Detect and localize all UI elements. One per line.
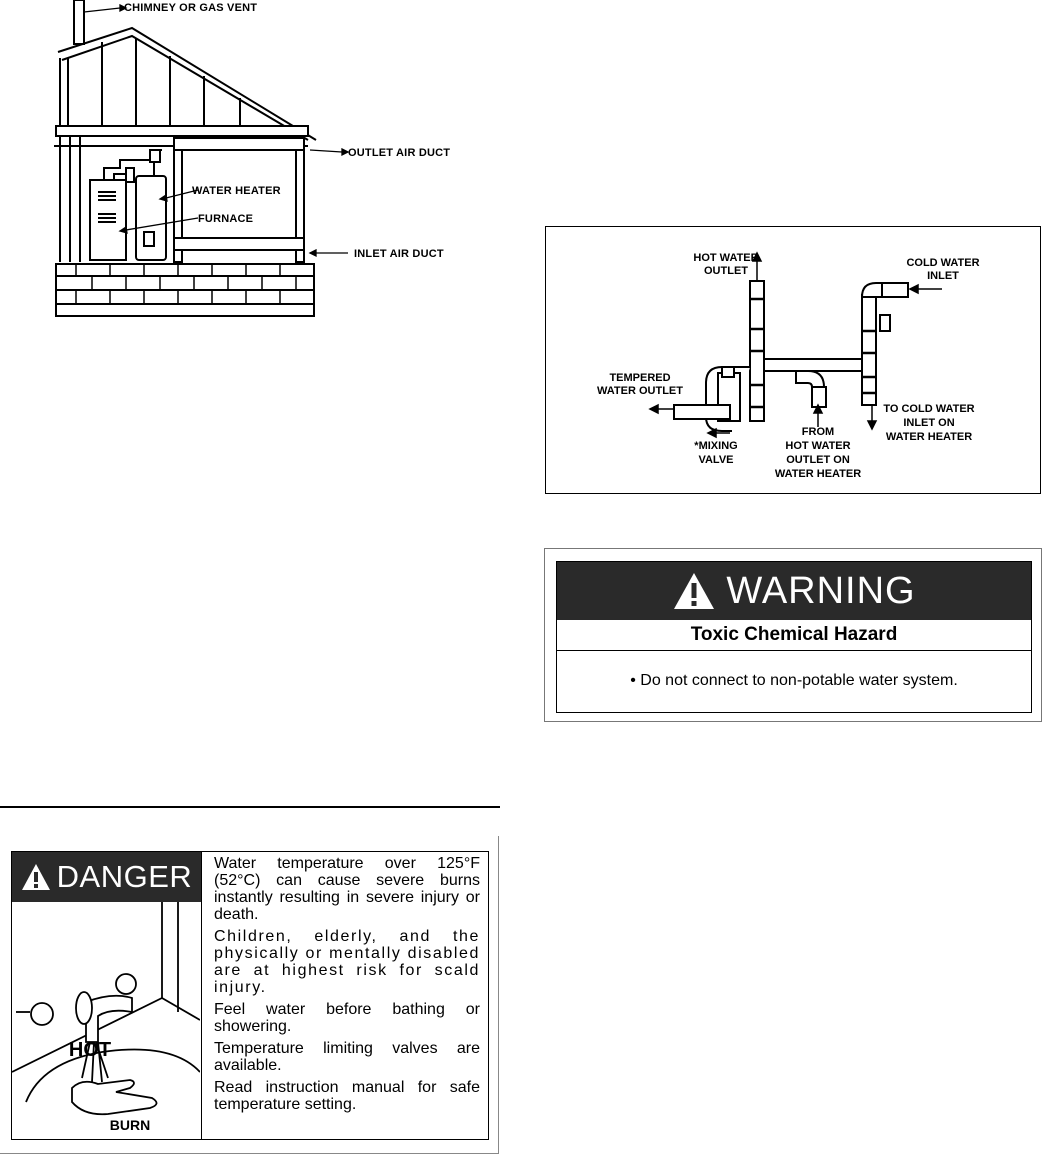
chimney-label: CHIMNEY OR GAS VENT: [124, 2, 258, 14]
danger-triangle-icon: [21, 863, 51, 891]
warning-title: WARNING: [726, 569, 916, 612]
to-cold-label-line3: WATER HEATER: [885, 431, 973, 443]
warning-triangle-icon: [672, 571, 716, 611]
piping-illustration: [546, 227, 1039, 492]
warning-body-text: • Do not connect to non-potable water system.: [630, 672, 958, 689]
inlet-duct-label: INLET AIR DUCT: [354, 248, 444, 260]
danger-paragraph-2: Children, elderly, and the physically or mentally disabled are at highest risk for scald injury.: [214, 928, 480, 996]
danger-safety-label: [0, 836, 499, 1154]
danger-label-frame: [11, 851, 489, 1140]
mixing-valve-piping-figure: [545, 226, 1041, 494]
danger-paragraph-3: Feel water before bathing or showering.: [214, 1001, 480, 1035]
house-installation-figure: [40, 0, 510, 325]
from-hot-label-line4: WATER HEATER: [774, 468, 862, 480]
cold-inlet-label-line1: COLD WATER: [906, 257, 980, 269]
water-heater-label: WATER HEATER: [192, 185, 281, 197]
danger-paragraph-5: Read instruction manual for safe temperature setting.: [214, 1079, 480, 1113]
warning-safety-label: [544, 548, 1042, 722]
section-divider: [0, 806, 500, 808]
hot-outlet-label-line2: OUTLET: [704, 265, 748, 277]
hot-outlet-label-line1: HOT WATER: [693, 252, 759, 264]
from-hot-label-line1: FROM: [801, 426, 835, 438]
tempered-label-line2: WATER OUTLET: [597, 385, 683, 397]
tempered-label-line1: TEMPERED: [609, 372, 671, 384]
cold-inlet-label-line2: INLET: [927, 270, 959, 282]
danger-paragraph-4: Temperature limiting valves are available.: [214, 1040, 480, 1074]
danger-left-panel: [12, 852, 202, 1139]
mixing-valve-label-line2: VALVE: [698, 454, 734, 466]
illustration-burn-text: BURN: [109, 1117, 151, 1133]
danger-header: [12, 852, 201, 902]
to-cold-label-line1: TO COLD WATER: [883, 403, 975, 415]
mixing-valve-label-line1: *MIXING: [694, 440, 738, 452]
to-cold-label-line2: INLET ON: [903, 417, 955, 429]
warning-subtitle: Toxic Chemical Hazard: [557, 620, 1031, 651]
warning-header: [557, 562, 1031, 620]
furnace-label: FURNACE: [198, 213, 254, 225]
illustration-hot-text: HOT: [68, 1039, 112, 1061]
house-illustration: [40, 0, 510, 325]
danger-paragraph-1: Water temperature over 125°F (52°C) can cause severe burns instantly resulting in severe injury or death.: [214, 855, 480, 923]
from-hot-label-line2: HOT WATER: [785, 440, 851, 452]
warning-label-frame: [556, 561, 1032, 713]
from-hot-label-line3: OUTLET ON: [786, 454, 850, 466]
danger-text-panel: [202, 852, 488, 1139]
danger-title: DANGER: [56, 859, 193, 894]
scald-hand-illustration: [12, 902, 200, 1138]
outlet-duct-label: OUTLET AIR DUCT: [348, 147, 451, 159]
